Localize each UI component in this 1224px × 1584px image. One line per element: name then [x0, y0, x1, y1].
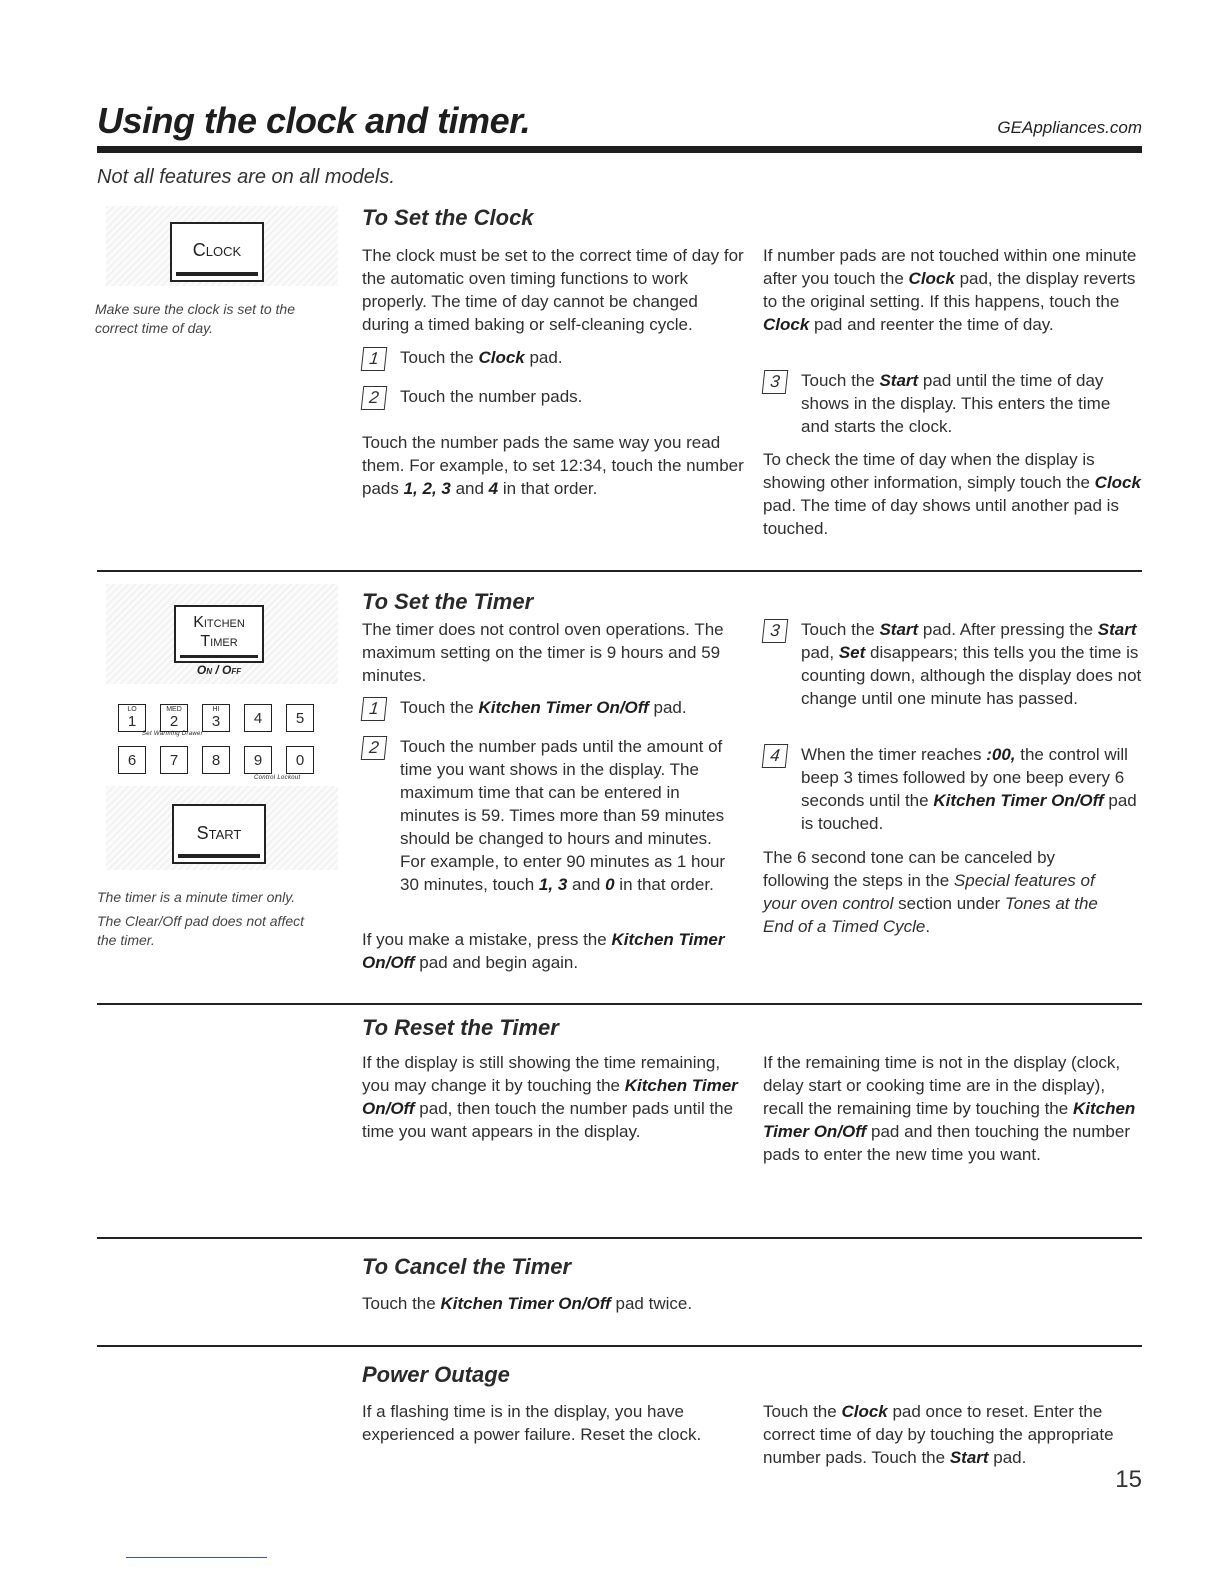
- text: pad and reenter the time of day.: [809, 315, 1054, 334]
- text: section under: [893, 894, 1005, 913]
- number-keypad: [106, 700, 338, 780]
- kitchen-timer-ref: Kitchen Timer On/Off: [763, 1099, 1136, 1141]
- timer-step-3: [763, 618, 1143, 710]
- text: pad once to reset. Enter the correct time of day by touching the appropriate number pads. Touch the: [763, 1402, 1114, 1467]
- number-pad-1: [118, 704, 146, 732]
- number-pad-digit: 0: [295, 752, 305, 769]
- number-pad-digit: 5: [295, 710, 305, 727]
- step-text: Touch the number pads until the amount of time you want shows in the display. The maximum time that can be entered in minutes is 59. Times more than 59 minutes should be changed to hours and minutes. For example, to enter 90 minutes as 1 hour 30 minutes, touch: [400, 737, 726, 894]
- kitchen-timer-ref: Kitchen Timer On/Off: [440, 1294, 611, 1313]
- set-ref: Set: [838, 643, 866, 662]
- clock-right-paragraph-1: [763, 244, 1143, 336]
- reset-right: [763, 1051, 1143, 1166]
- section-divider: [97, 570, 1142, 572]
- control-lockout-label: Control Lockout: [254, 775, 301, 781]
- text: If the display is still showing the time remaining, you may change it by touching the: [362, 1053, 721, 1095]
- number-pad-7: [160, 746, 188, 774]
- clock-pad-ref: Clock: [841, 1402, 888, 1421]
- step-text: pad is touched.: [801, 791, 1137, 833]
- kitchen-timer-ref: Kitchen Timer On/Off: [362, 1076, 738, 1118]
- start-pad-bar: [178, 854, 260, 858]
- timer-step-4: [763, 743, 1143, 835]
- text: .: [925, 917, 931, 936]
- number-pad-4: [244, 704, 272, 732]
- kitchen-timer-bar: [180, 655, 258, 658]
- text: pad and begin again.: [414, 953, 579, 972]
- number-pad-digit: 2: [169, 713, 179, 730]
- timer-mistake: [362, 928, 747, 974]
- number-pad-digit: 7: [169, 752, 179, 769]
- step-text: in that order.: [614, 875, 714, 894]
- kitchen-timer-pad: [174, 605, 264, 663]
- step-text: and: [567, 875, 606, 894]
- timer-caption-2: The Clear/Off pad does not affect the timer.: [97, 913, 305, 948]
- step-bold: 1, 3: [538, 875, 568, 894]
- kitchen-timer-ref: Kitchen Timer On/Off: [933, 791, 1104, 810]
- start-pad-ref: Start: [879, 620, 919, 639]
- start-pad-label: Start: [196, 823, 242, 843]
- clock-step-2: [362, 385, 747, 410]
- clock-right-paragraph-2: [763, 448, 1143, 540]
- clock-pad-ref: Clock: [1094, 473, 1141, 492]
- number-pad-2: [160, 704, 188, 732]
- clock-pad-bar: [176, 272, 258, 276]
- number-pad-sublabel: HI: [212, 706, 220, 713]
- step-text: Touch the number pads.: [400, 387, 583, 406]
- step-text: pad,: [801, 643, 839, 662]
- text: The 6 second tone can be canceled by following the steps in the: [763, 848, 1056, 890]
- step-text: pad. After pressing the: [918, 620, 1098, 639]
- clock-step-1: [362, 346, 747, 371]
- text: To check the time of day when the display is showing other information, simply touch the: [763, 450, 1095, 492]
- kitchen-timer-panel: [106, 584, 338, 684]
- page-number: 15: [1115, 1466, 1142, 1493]
- clock-intro: The clock must be set to the correct time of day for the automatic oven timing functions to work properly. The time of day cannot be changed during a timed baking or self-cleaning cycle.: [362, 246, 744, 334]
- step-number: 3: [762, 619, 789, 643]
- set-warming-drawer-label: Set Warming Drawer: [142, 731, 203, 737]
- section-divider: [97, 1237, 1142, 1239]
- kitchen-timer-line1: Kitchen: [193, 614, 245, 631]
- text: If the remaining time is not in the display (clock, delay start or cooking time are in the display), recall the remaining time by touching the: [763, 1053, 1121, 1118]
- step-text: the control will beep 3 times followed by one beep every 6 seconds until the: [801, 745, 1128, 810]
- step-number: 2: [361, 386, 388, 410]
- power-left: If a flashing time is in the display, you have experienced a power failure. Reset the clock.: [362, 1402, 702, 1444]
- kitchen-timer-ref: Kitchen Timer On/Off: [478, 698, 649, 717]
- example-text: and: [450, 479, 489, 498]
- number-pad-5: [286, 704, 314, 732]
- on-off-label: On / Off: [196, 663, 242, 677]
- tones-ref: Tones at the End of a Timed Cycle: [763, 894, 1098, 936]
- number-pad-digit: 8: [211, 752, 221, 769]
- clock-pad-panel: [106, 206, 338, 286]
- number-pad-sublabel: MED: [166, 706, 182, 713]
- step-number: 1: [361, 697, 388, 721]
- step-text: pad.: [524, 348, 563, 367]
- step-text: pad until the time of day shows in the display. This enters the time and starts the clock.: [801, 371, 1111, 436]
- step-number: 1: [361, 347, 388, 371]
- number-pad-0: [286, 746, 314, 774]
- step-text: Touch the: [801, 620, 880, 639]
- step-text: Touch the: [400, 348, 479, 367]
- step-bold: 0: [605, 875, 615, 894]
- number-pad-digit: 6: [127, 752, 137, 769]
- step-number: 2: [361, 736, 388, 760]
- cancel-heading: To Cancel the Timer: [362, 1254, 572, 1279]
- text: If number pads are not touched within one minute after you touch the: [763, 246, 1137, 288]
- start-pad-ref: Start: [949, 1448, 989, 1467]
- example-bold: 1, 2, 3: [403, 479, 451, 498]
- special-features-ref: Special features of your oven control: [763, 871, 1095, 913]
- text: Touch the: [763, 1402, 842, 1421]
- timer-tone-note: [763, 846, 1123, 938]
- start-pad-ref: Start: [879, 371, 919, 390]
- kitchen-timer-line2: Timer: [200, 633, 238, 650]
- timer-intro: The timer does not control oven operations. The maximum setting on the timer is 9 hours and 59 minutes.: [362, 620, 724, 685]
- reset-left: [362, 1051, 747, 1143]
- clock-pad-ref: Clock: [478, 348, 525, 367]
- number-pad-8: [202, 746, 230, 774]
- number-pad-sublabel: LO: [127, 706, 137, 713]
- number-pad-6: [118, 746, 146, 774]
- text: pad and then touching the number pads to enter the new time you want.: [763, 1122, 1130, 1164]
- step-number: 4: [762, 744, 789, 768]
- clock-example: [362, 431, 747, 500]
- page-title: Using the clock and timer.: [97, 100, 531, 141]
- step-number: 3: [762, 370, 789, 394]
- text: pad twice.: [610, 1294, 693, 1313]
- section-divider: [97, 1345, 1142, 1347]
- website-label: GEAppliances.com: [997, 118, 1142, 137]
- footer-link-underline: [126, 1557, 267, 1558]
- timer-step-2: [362, 735, 742, 896]
- text: If you make a mistake, press the: [362, 930, 612, 949]
- example-text: in that order.: [498, 479, 598, 498]
- clock-pad: [170, 222, 264, 282]
- step-text: Touch the: [400, 698, 479, 717]
- text: Touch the: [362, 1294, 441, 1313]
- start-pad: [172, 804, 266, 864]
- power-right: [763, 1400, 1148, 1469]
- step-text: Touch the: [801, 371, 880, 390]
- step-bold: :00,: [986, 745, 1016, 764]
- clock-pad-ref: Clock: [763, 315, 810, 334]
- reset-heading: To Reset the Timer: [362, 1015, 559, 1040]
- clock-pad-ref: Clock: [908, 269, 955, 288]
- text: pad.: [988, 1448, 1027, 1467]
- number-pad-digit: 9: [253, 752, 263, 769]
- step-text: pad.: [648, 698, 687, 717]
- number-pad-digit: 1: [127, 713, 137, 730]
- clock-caption: Make sure the clock is set to the correct time of day.: [95, 301, 295, 336]
- text: pad. The time of day shows until another pad is touched.: [763, 496, 1119, 538]
- step-text: disappears; this tells you the time is counting down, although the display does not change until one minute has passed.: [801, 643, 1142, 708]
- number-pad-9: [244, 746, 272, 774]
- number-pad-digit: 4: [253, 710, 263, 727]
- section-divider: [97, 1003, 1142, 1005]
- clock-heading: To Set the Clock: [362, 205, 534, 230]
- start-pad-panel: [106, 786, 338, 870]
- timer-step-1: [362, 696, 747, 721]
- cancel-text: [362, 1292, 862, 1315]
- text: pad, the display reverts to the original setting. If this happens, touch the: [763, 269, 1136, 311]
- page-subtitle: Not all features are on all models.: [97, 166, 395, 188]
- example-text: Touch the number pads the same way you read them. For example, to set 12:34, touch the number pads: [362, 433, 744, 498]
- header-rule: [97, 146, 1142, 153]
- clock-pad-label: Clock: [192, 240, 242, 260]
- timer-caption-1: The timer is a minute timer only.: [97, 889, 296, 905]
- clock-step-3: [763, 369, 1143, 438]
- text: pad, then touch the number pads until the time you want appears in the display.: [362, 1099, 734, 1141]
- start-pad-ref: Start: [1097, 620, 1137, 639]
- example-bold: 4: [488, 479, 499, 498]
- number-pad-digit: 3: [211, 713, 221, 730]
- step-text: When the timer reaches: [801, 745, 987, 764]
- kitchen-timer-ref: Kitchen Timer On/Off: [362, 930, 725, 972]
- number-pad-3: [202, 704, 230, 732]
- timer-heading: To Set the Timer: [362, 589, 534, 614]
- power-heading: Power Outage: [362, 1362, 510, 1387]
